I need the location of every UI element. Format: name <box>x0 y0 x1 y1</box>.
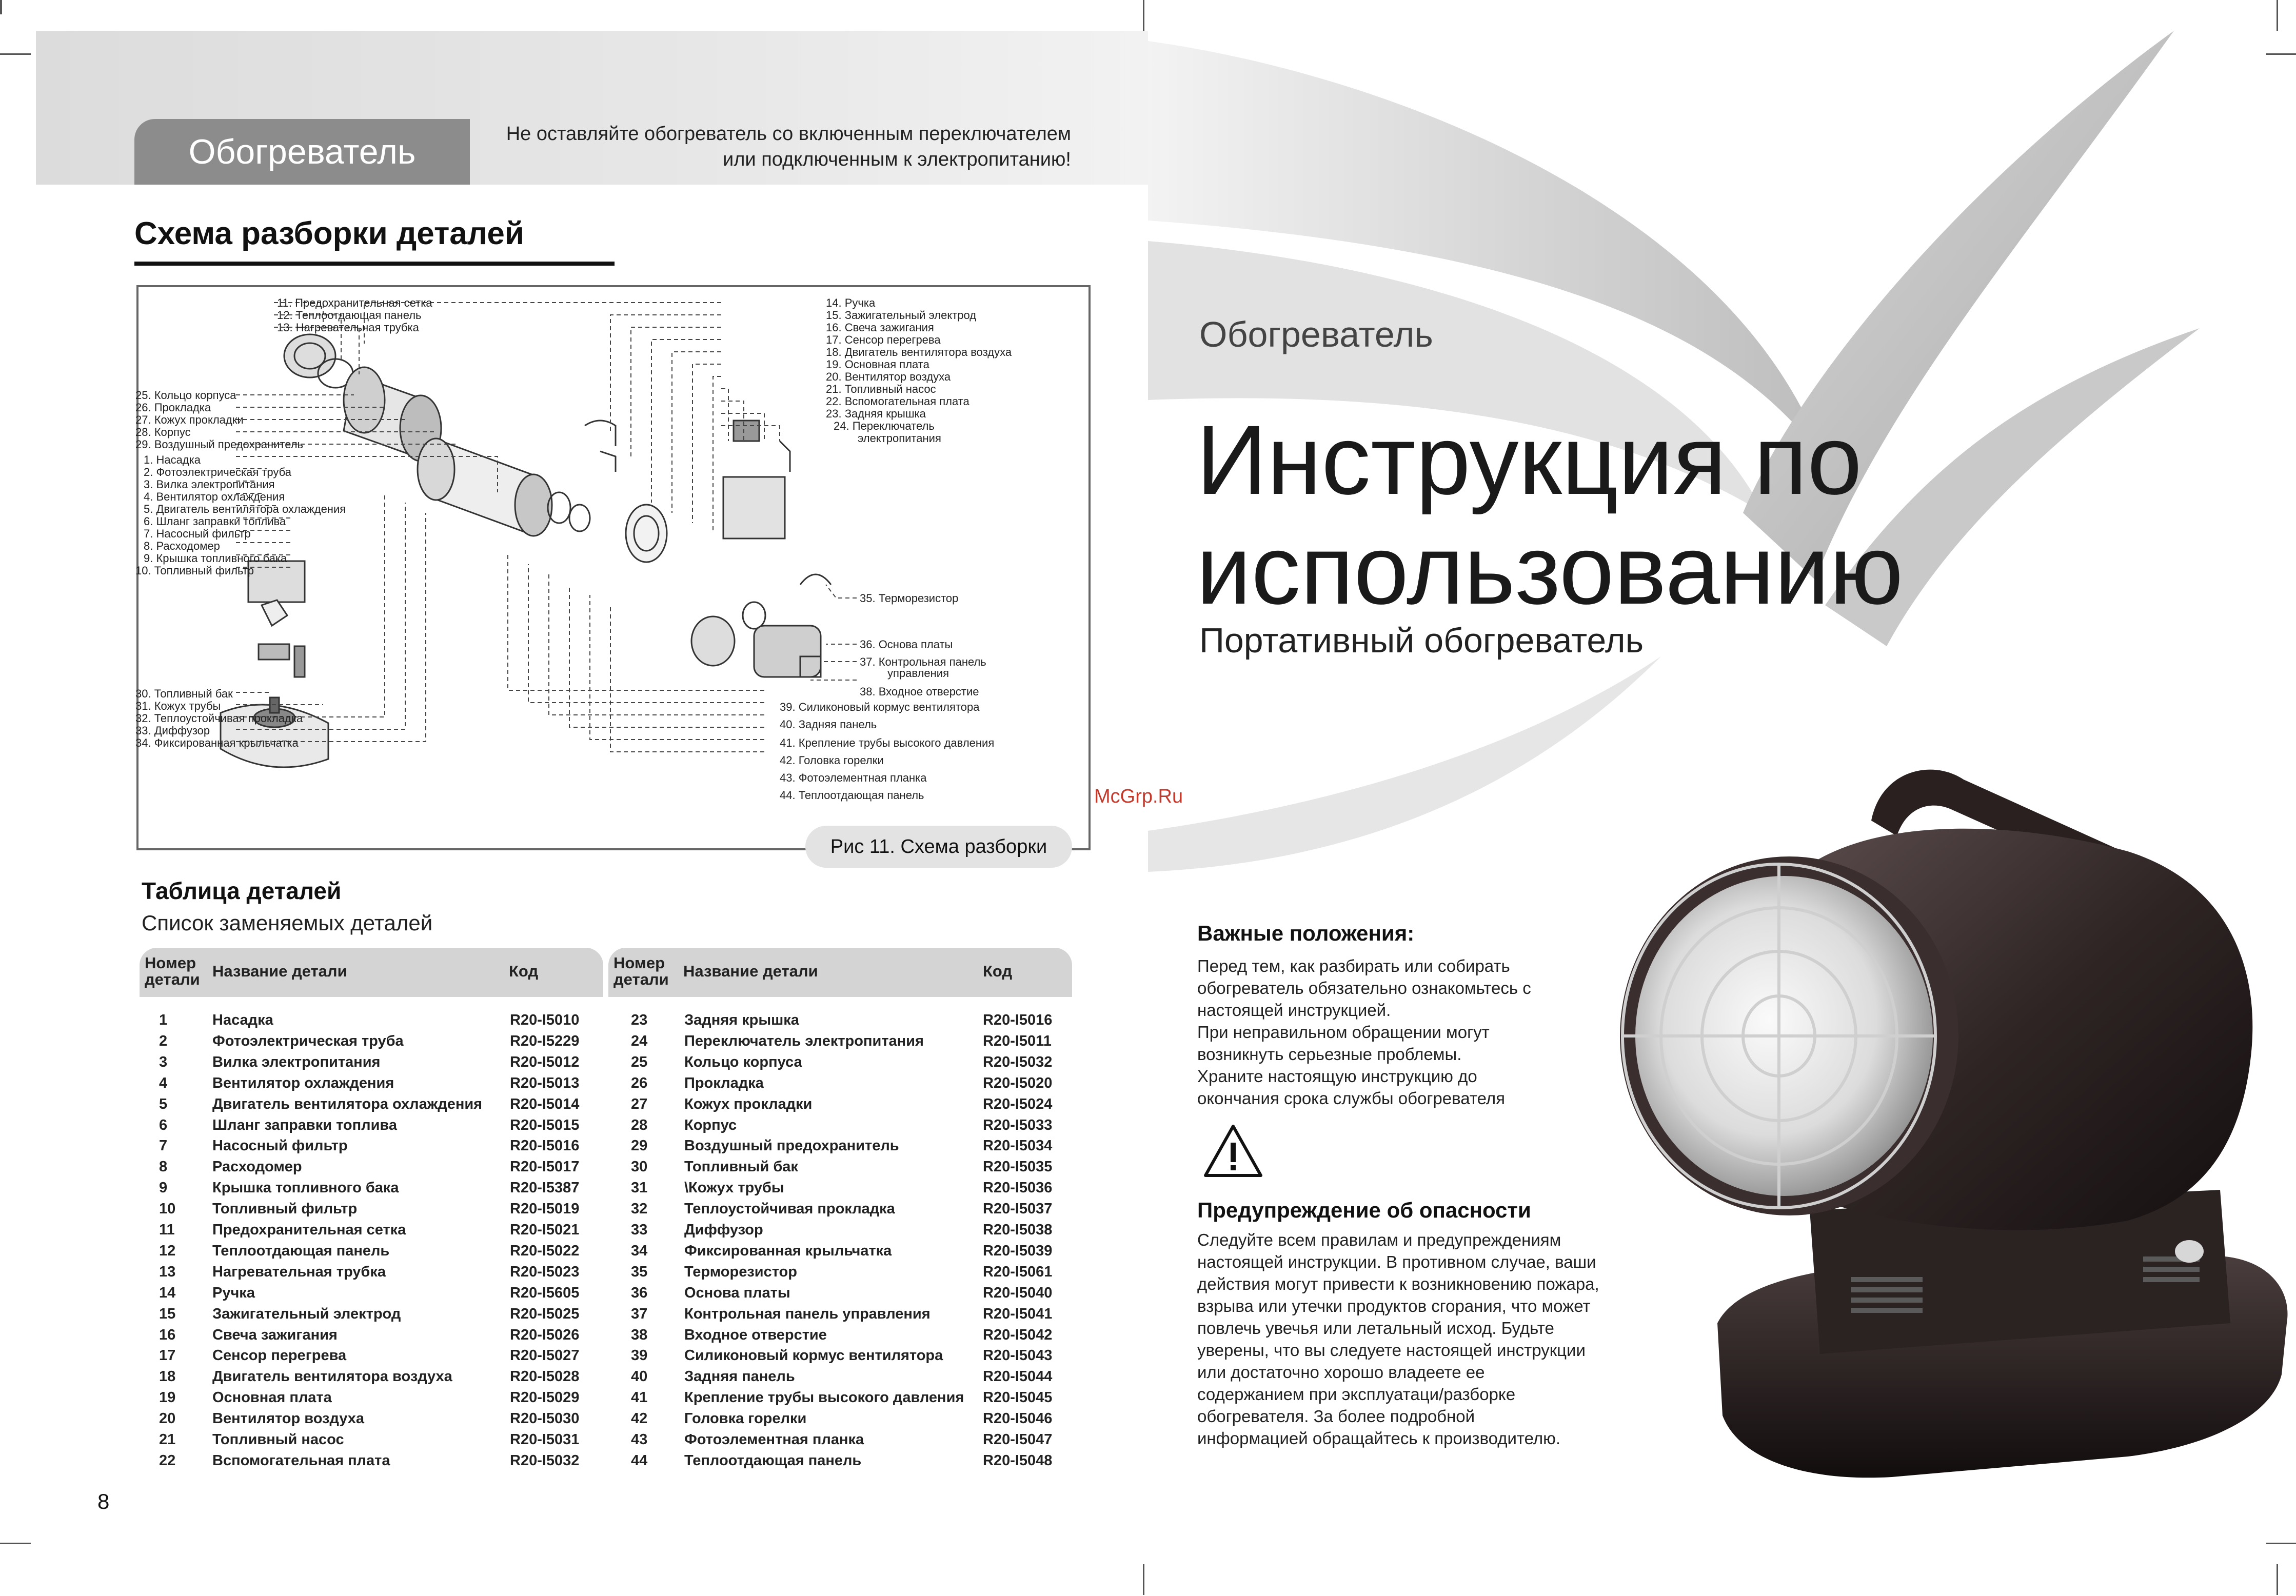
part-name: Терморезистор <box>684 1263 797 1280</box>
diagram-label: 21. Топливный насос <box>826 383 936 395</box>
table-row <box>608 1219 1072 1240</box>
warning-triangle-icon <box>1202 1123 1264 1180</box>
part-code: R20-I5035 <box>983 1159 1053 1175</box>
diagram-label: 16. Свеча зажигания <box>826 321 934 334</box>
table-row <box>140 1051 603 1072</box>
part-number: 30 <box>631 1159 648 1175</box>
diagram-label: 26. Прокладка <box>135 401 211 414</box>
table-row <box>608 1240 1072 1261</box>
part-code: R20-I5020 <box>983 1074 1053 1091</box>
part-number: 18 <box>159 1368 176 1385</box>
part-name: Нагревательная трубка <box>212 1263 386 1280</box>
table-row <box>608 1324 1072 1345</box>
cover-subtitle: Портативный обогреватель <box>1199 621 1644 660</box>
danger-line: настоящей инструкции. В противном случае, ваши <box>1197 1252 1596 1271</box>
part-number: 10 <box>159 1201 176 1218</box>
table-row <box>140 1198 603 1219</box>
part-name: Силиконовый кормус вентилятора <box>684 1347 943 1364</box>
table-row <box>140 1156 603 1177</box>
parts-table-subtitle: Список заменяемых деталей <box>142 911 433 935</box>
diagram-label: 18. Двигатель вентилятора воздуха <box>826 346 1012 358</box>
header-num-line2: детали <box>145 970 200 988</box>
part-number: 7 <box>159 1138 168 1154</box>
danger-title: Предупреждение об опасности <box>1197 1198 1531 1222</box>
diagram-label: управления <box>887 667 949 680</box>
part-number: 44 <box>631 1452 648 1469</box>
part-number: 19 <box>159 1389 176 1406</box>
part-name: Основа платы <box>684 1284 790 1301</box>
header-name: Название детали <box>212 962 347 980</box>
diagram-label: 35. Терморезистор <box>860 592 959 605</box>
diagram-label: 9. Крышка топливного бака <box>144 552 287 565</box>
part-number: 35 <box>631 1263 648 1280</box>
header-num <box>145 955 200 988</box>
watermark: McGrp.Ru <box>1094 786 1183 807</box>
diagram-label: 5. Двигатель вентилятора охлаждения <box>144 503 346 515</box>
diagram-label: 8. Расходомер <box>144 540 220 552</box>
section-title: Схема разборки деталей <box>134 216 524 251</box>
part-name: Топливный бак <box>684 1159 798 1175</box>
diagram-label: 38. Входное отверстие <box>860 685 979 698</box>
important-line: Перед тем, как разбирать или собирать <box>1197 956 1510 975</box>
diagram-caption: Рис 11. Схема разборки <box>805 826 1072 868</box>
part-number: 31 <box>631 1180 648 1196</box>
diagram-label: 40. Задняя панель <box>780 718 877 731</box>
part-code: R20-I5037 <box>983 1201 1053 1218</box>
diagram-label: 19. Основная плата <box>826 358 929 371</box>
crop-mark <box>1143 0 1144 31</box>
part-number: 32 <box>631 1201 648 1218</box>
part-name: Крепление трубы высокого давления <box>684 1389 964 1406</box>
important-line: Храните настоящую инструкцию до <box>1197 1067 1477 1086</box>
part-name: Насадка <box>212 1012 273 1028</box>
part-number: 15 <box>159 1305 176 1322</box>
diagram-label: 44. Теплоотдающая панель <box>780 789 924 802</box>
part-number: 38 <box>631 1326 648 1343</box>
part-name: Двигатель вентилятора охлаждения <box>212 1095 483 1112</box>
part-code: R20-I5036 <box>983 1180 1053 1196</box>
important-line: окончания срока службы обогревателя <box>1197 1089 1505 1108</box>
part-name: Вентилятор охлаждения <box>212 1074 394 1091</box>
important-line: При неправильном обращении могут <box>1197 1023 1490 1042</box>
table-row <box>608 1009 1072 1030</box>
important-line: настоящей инструкцией. <box>1197 1001 1391 1020</box>
part-name: Свеча зажигания <box>212 1326 338 1343</box>
part-code: R20-I5061 <box>983 1263 1053 1280</box>
table-row <box>140 1345 603 1366</box>
part-number: 36 <box>631 1284 648 1301</box>
part-number: 9 <box>159 1180 168 1196</box>
part-name: Корпус <box>684 1116 737 1133</box>
table-row <box>608 1093 1072 1114</box>
part-name: Вентилятор воздуха <box>212 1410 364 1427</box>
part-number: 13 <box>159 1263 176 1280</box>
part-number: 8 <box>159 1159 168 1175</box>
part-number: 12 <box>159 1242 176 1259</box>
part-number: 37 <box>631 1305 648 1322</box>
diagram-label: 41. Крепление трубы высокого давления <box>780 736 995 749</box>
table-row <box>608 1051 1072 1072</box>
part-name: Основная плата <box>212 1389 332 1406</box>
cover-title-line2: использованию <box>1196 514 1904 625</box>
diagram-label: 33. Диффузор <box>135 724 210 737</box>
danger-line: или достаточно хорошо владеете ее <box>1197 1363 1485 1382</box>
diagram-label: 37. Контрольная панель <box>860 655 986 668</box>
table-row <box>608 1303 1072 1324</box>
header-num <box>613 955 669 988</box>
diagram-label: 23. Задняя крышка <box>826 407 926 420</box>
diagram-label: 28. Корпус <box>135 426 191 438</box>
part-code: R20-I5043 <box>983 1347 1053 1364</box>
part-code: R20-I5029 <box>510 1389 580 1406</box>
part-name: Предохранительная сетка <box>212 1222 406 1238</box>
table-row <box>140 1114 603 1135</box>
table-row <box>608 1072 1072 1093</box>
crop-mark <box>0 0 2 14</box>
part-code: R20-I5045 <box>983 1389 1053 1406</box>
part-code: R20-I5024 <box>983 1095 1053 1112</box>
danger-text <box>1197 1229 1679 1449</box>
part-name: Вилка электропитания <box>212 1053 381 1070</box>
part-code: R20-I5048 <box>983 1452 1053 1469</box>
parts-table-left <box>140 948 603 1476</box>
part-name: Топливный насос <box>212 1431 344 1448</box>
part-code: R20-I5031 <box>510 1431 580 1448</box>
crop-mark <box>2277 0 2278 31</box>
table-row <box>608 1114 1072 1135</box>
section-rule <box>134 262 615 266</box>
crop-mark <box>2266 53 2296 55</box>
table-row <box>140 1324 603 1345</box>
part-code: R20-I5046 <box>983 1410 1053 1427</box>
crop-mark <box>2277 1564 2278 1595</box>
table-row <box>608 1282 1072 1303</box>
danger-line: уверены, что вы следуете настоящей инструкции <box>1197 1341 1586 1360</box>
part-code: R20-I5015 <box>510 1116 580 1133</box>
part-number: 34 <box>631 1242 648 1259</box>
diagram-label: 27. Кожух прокладки <box>135 413 244 426</box>
part-name: Теплоустойчивая прокладка <box>684 1201 895 1218</box>
table-row <box>608 1156 1072 1177</box>
table-row <box>140 1030 603 1051</box>
part-name: Переключатель электропитания <box>684 1032 924 1049</box>
part-number: 6 <box>159 1116 168 1133</box>
part-code: R20-I5019 <box>510 1201 580 1218</box>
diagram-label: 22. Вспомогательная плата <box>826 395 969 408</box>
diagram-label: 14. Ручка <box>826 296 876 309</box>
header-tab: Обогреватель <box>134 119 470 185</box>
table-row <box>140 1387 603 1408</box>
part-name: Входное отверстие <box>684 1326 827 1343</box>
part-name: \Кожух трубы <box>684 1180 784 1196</box>
part-name: Задняя панель <box>684 1368 795 1385</box>
part-number: 23 <box>631 1012 648 1028</box>
table-row <box>608 1387 1072 1408</box>
crop-mark <box>2266 1543 2296 1544</box>
part-number: 39 <box>631 1347 648 1364</box>
part-number: 14 <box>159 1284 176 1301</box>
danger-line: взрыва или утечки продуктов сгорания, что может <box>1197 1296 1591 1315</box>
part-name: Головка горелки <box>684 1410 807 1427</box>
cover-kicker: Обогреватель <box>1199 314 1433 354</box>
part-number: 25 <box>631 1053 648 1070</box>
diagram-label: 30. Топливный бак <box>135 687 233 700</box>
diagram-label: 39. Силиконовый кормус вентилятора <box>780 701 980 713</box>
table-row <box>140 1093 603 1114</box>
part-number: 21 <box>159 1431 176 1448</box>
part-number: 17 <box>159 1347 176 1364</box>
header-code: Код <box>509 962 539 980</box>
part-number: 1 <box>159 1012 168 1028</box>
important-line: обогреватель обязательно ознакомьтесь с <box>1197 979 1531 998</box>
part-code: R20-I5030 <box>510 1410 580 1427</box>
part-name: Сенсор перегрева <box>212 1347 347 1364</box>
parts-table-title: Таблица деталей <box>142 877 342 904</box>
part-code: R20-I5021 <box>510 1222 580 1238</box>
table-row <box>140 1177 603 1198</box>
part-name: Кольцо корпуса <box>684 1053 802 1070</box>
cover-title-line1: Инструкция по <box>1196 405 1862 515</box>
part-number: 16 <box>159 1326 176 1343</box>
part-name: Двигатель вентилятора воздуха <box>212 1368 452 1385</box>
part-name: Шланг заправки топлива <box>212 1116 397 1133</box>
part-code: R20-I5032 <box>983 1053 1053 1070</box>
header-num-line1: Номер <box>145 954 196 972</box>
part-number: 42 <box>631 1410 648 1427</box>
diagram-label: 25. Кольцо корпуса <box>135 389 236 402</box>
part-code: R20-I5022 <box>510 1242 580 1259</box>
table-row <box>140 1135 603 1156</box>
table-row <box>140 1450 603 1471</box>
danger-line: содержанием при эксплуатаци/разборке <box>1197 1385 1516 1404</box>
part-name: Воздушный предохранитель <box>684 1138 899 1154</box>
part-number: 33 <box>631 1222 648 1238</box>
exploded-diagram <box>136 285 1091 850</box>
part-number: 43 <box>631 1431 648 1448</box>
diagram-label: 31. Кожух трубы <box>135 700 221 712</box>
diagram-label: 43. Фотоэлементная планка <box>780 771 927 784</box>
diagram-label: 34. Фиксированная крыльчатка <box>135 736 299 749</box>
part-code: R20-I5033 <box>983 1116 1053 1133</box>
part-name: Диффузор <box>684 1222 763 1238</box>
part-code: R20-I5026 <box>510 1326 580 1343</box>
header-warning-line1: Не оставляйте обогреватель со включенным переключателем <box>506 123 1071 145</box>
table-row <box>608 1030 1072 1051</box>
part-code: R20-I5042 <box>983 1326 1053 1343</box>
part-number: 20 <box>159 1410 176 1427</box>
part-name: Фиксированная крыльчатка <box>684 1242 892 1259</box>
diagram-label: 15. Зажигательный электрод <box>826 309 977 322</box>
table-row <box>140 1303 603 1324</box>
table-row <box>608 1261 1072 1282</box>
part-name: Вспомогательная плата <box>212 1452 390 1469</box>
diagram-label: 13. Нагревательная трубка <box>277 321 419 334</box>
danger-line: обогревателя. За более подробной <box>1197 1407 1475 1426</box>
crop-mark <box>0 1543 31 1544</box>
part-name: Контрольная панель управления <box>684 1305 931 1322</box>
part-number: 22 <box>159 1452 176 1469</box>
part-number: 27 <box>631 1095 648 1112</box>
diagram-label: 7. Насосный фильтр <box>144 527 251 540</box>
table-row <box>140 1282 603 1303</box>
diagram-label: 2. Фотоэлектрическая труба <box>144 466 291 478</box>
cover-title <box>1196 405 1966 625</box>
diagram-label: 1. Насадка <box>144 453 201 466</box>
table-row <box>608 1450 1072 1471</box>
part-number: 2 <box>159 1032 168 1049</box>
part-name: Задняя крышка <box>684 1012 799 1028</box>
table-row <box>140 1408 603 1429</box>
danger-line: повлечь увечья или летальный исход. Будьте <box>1197 1319 1554 1338</box>
diagram-label: электропитания <box>858 432 941 445</box>
part-number: 4 <box>159 1074 168 1091</box>
part-code: R20-I5039 <box>983 1242 1053 1259</box>
part-name: Топливный фильтр <box>212 1201 358 1218</box>
diagram-label: 20. Вентилятор воздуха <box>826 370 951 383</box>
part-code: R20-I5032 <box>510 1452 580 1469</box>
part-name: Зажигательный электрод <box>212 1305 401 1322</box>
table-row <box>608 1429 1072 1450</box>
part-code: R20-I5041 <box>983 1305 1053 1322</box>
diagram-label: 24. Переключатель <box>834 420 935 432</box>
right-page <box>1094 0 2296 1596</box>
heater-photo <box>1584 749 2292 1498</box>
part-code: R20-I5387 <box>510 1180 580 1196</box>
table-row <box>608 1366 1072 1387</box>
part-code: R20-I5034 <box>983 1138 1053 1154</box>
header-code: Код <box>983 962 1013 980</box>
part-number: 24 <box>631 1032 648 1049</box>
parts-table-right <box>608 948 1072 1476</box>
part-code: R20-I5012 <box>510 1053 580 1070</box>
table-row <box>140 1429 603 1450</box>
table-row <box>140 1072 603 1093</box>
diagram-label: 11. Предохранительная сетка <box>277 296 432 309</box>
part-code: R20-I5044 <box>983 1368 1053 1385</box>
danger-line: действия могут привести к возникновению пожара, <box>1197 1274 1599 1293</box>
part-code: R20-I5038 <box>983 1222 1053 1238</box>
diagram-label: 6. Шланг заправки топлива <box>144 515 286 528</box>
diagram-label: 17. Сенсор перегрева <box>826 333 941 346</box>
part-name: Теплоотдающая панель <box>684 1452 862 1469</box>
table-row <box>608 1345 1072 1366</box>
danger-line: Следуйте всем правилам и предупреждениям <box>1197 1230 1561 1249</box>
part-name: Насосный фильтр <box>212 1138 348 1154</box>
important-text <box>1197 955 1587 1109</box>
table-row <box>140 1240 603 1261</box>
part-code: R20-I5047 <box>983 1431 1053 1448</box>
diagram-label: 12. Теплоотдающая панель <box>277 309 422 322</box>
part-code: R20-I5605 <box>510 1284 580 1301</box>
part-code: R20-I5013 <box>510 1074 580 1091</box>
table-row <box>608 1198 1072 1219</box>
part-name: Крышка топливного бака <box>212 1180 399 1196</box>
diagram-label: 42. Головка горелки <box>780 754 884 767</box>
part-code: R20-I5016 <box>510 1138 580 1154</box>
table-row <box>608 1408 1072 1429</box>
part-code: R20-I5011 <box>983 1032 1052 1049</box>
table-row <box>608 1135 1072 1156</box>
table-row <box>140 1366 603 1387</box>
header-num-line1: Номер <box>613 954 665 972</box>
part-name: Прокладка <box>684 1074 764 1091</box>
diagram-label: 3. Вилка электропитания <box>144 478 275 491</box>
table-row <box>608 1177 1072 1198</box>
part-name: Ручка <box>212 1284 255 1301</box>
part-number: 28 <box>631 1116 648 1133</box>
diagram-label: 36. Основа платы <box>860 638 953 651</box>
part-name: Фотоэлектрическая труба <box>212 1032 404 1049</box>
table-row <box>140 1219 603 1240</box>
diagram-label: 4. Вентилятор охлаждения <box>144 490 285 503</box>
danger-line: информацией обращайтесь к производителю. <box>1197 1429 1561 1448</box>
diagram-label: 32. Теплоустойчивая прокладка <box>135 712 303 725</box>
table-row <box>140 1009 603 1030</box>
part-number: 5 <box>159 1095 168 1112</box>
part-code: R20-I5023 <box>510 1263 580 1280</box>
part-code: R20-I5017 <box>510 1159 580 1175</box>
part-number: 3 <box>159 1053 168 1070</box>
diagram-label: 29. Воздушный предохранитель <box>135 438 304 451</box>
part-code: R20-I5229 <box>510 1032 580 1049</box>
part-name: Кожух прокладки <box>684 1095 813 1112</box>
part-number: 26 <box>631 1074 648 1091</box>
part-name: Фотоэлементная планка <box>684 1431 864 1448</box>
part-name: Расходомер <box>212 1159 302 1175</box>
important-title: Важные положения: <box>1197 921 1415 945</box>
header-num-line2: детали <box>613 970 669 988</box>
part-number: 40 <box>631 1368 648 1385</box>
part-code: R20-I5025 <box>510 1305 580 1322</box>
header-name: Название детали <box>683 962 818 980</box>
crop-mark <box>0 53 31 55</box>
part-name: Теплоотдающая панель <box>212 1242 390 1259</box>
header-warning-line2: или подключенным к электропитанию! <box>723 149 1071 170</box>
part-code: R20-I5028 <box>510 1368 580 1385</box>
part-code: R20-I5040 <box>983 1284 1053 1301</box>
part-code: R20-I5016 <box>983 1012 1053 1028</box>
table-row <box>140 1261 603 1282</box>
part-number: 29 <box>631 1138 648 1154</box>
header-warning <box>492 121 1071 172</box>
important-line: возникнуть серьезные проблемы. <box>1197 1045 1462 1064</box>
crop-mark <box>1143 1564 1144 1595</box>
part-number: 11 <box>159 1222 175 1238</box>
part-code: R20-I5010 <box>510 1012 580 1028</box>
part-code: R20-I5014 <box>510 1095 580 1112</box>
part-number: 41 <box>631 1389 648 1406</box>
page-number: 8 <box>97 1489 110 1513</box>
diagram-label: 10. Топливный фильтр <box>135 564 254 577</box>
part-code: R20-I5027 <box>510 1347 580 1364</box>
